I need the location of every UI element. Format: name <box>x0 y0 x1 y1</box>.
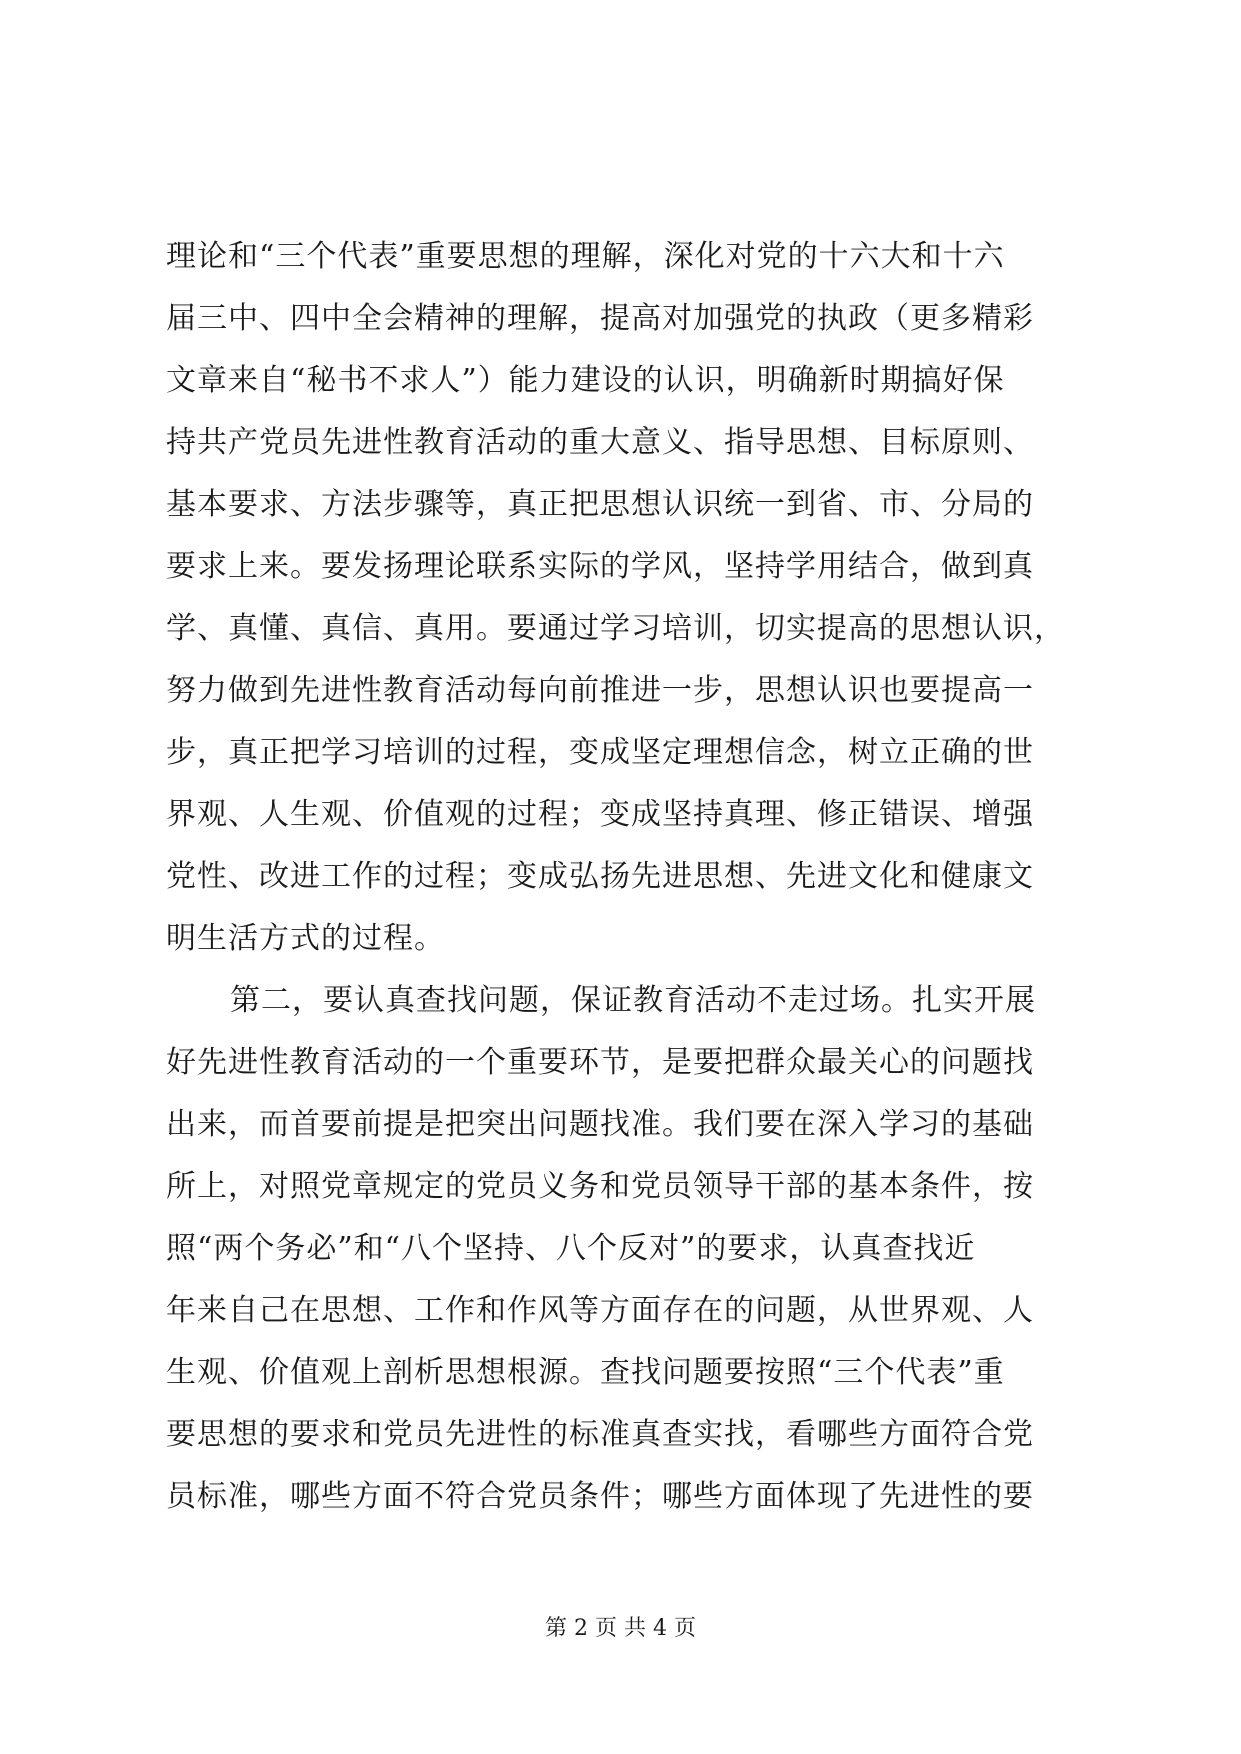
text-line: 明生活方式的过程。 <box>166 921 445 956</box>
text-line: 生观、价值观上剖析思想根源。查找问题要按照“三个代表”重 <box>166 1355 1005 1390</box>
text-line: 步，真正把学习培训的过程，变成坚定理想信念，树立正确的世 <box>166 735 1034 770</box>
text-line: 年来自己在思想、工作和作风等方面存在的问题，从世界观、人 <box>166 1293 1034 1328</box>
page-footer: 第 2 页 共 4 页 <box>545 1616 696 1641</box>
text-line: 理论和“三个代表”重要思想的理解，深化对党的十六大和十六 <box>166 239 1005 274</box>
text-line: 员标准，哪些方面不符合党员条件；哪些方面体现了先进性的要 <box>166 1479 1034 1514</box>
text-line: 学、真懂、真信、真用。要通过学习培训，切实提高的思想认识， <box>166 611 1065 646</box>
text-line: 好先进性教育活动的一个重要环节，是要把群众最关心的问题找 <box>166 1045 1034 1080</box>
text-line: 党性、改进工作的过程；变成弘扬先进思想、先进文化和健康文 <box>166 859 1034 894</box>
text-line: 文章来自“秘书不求人”）能力建设的认识，明确新时期搞好保 <box>166 363 1005 398</box>
text-line: 要思想的要求和党员先进性的标准真查实找，看哪些方面符合党 <box>166 1417 1034 1452</box>
text-line: 基本要求、方法步骤等，真正把思想认识统一到省、市、分局的 <box>166 487 1034 522</box>
text-line: 界观、人生观、价值观的过程；变成坚持真理、修正错误、增强 <box>166 797 1034 832</box>
text-line: 努力做到先进性教育活动每向前推进一步，思想认识也要提高一 <box>166 673 1034 708</box>
text-line: 所上，对照党章规定的党员义务和党员领导干部的基本条件，按 <box>166 1169 1034 1204</box>
text-line: 要求上来。要发扬理论联系实际的学风，坚持学用结合，做到真 <box>166 549 1034 584</box>
text-line: 届三中、四中全会精神的理解，提高对加强党的执政（更多精彩 <box>166 301 1034 336</box>
text-line: 持共产党员先进性教育活动的重大意义、指导思想、目标原则、 <box>166 425 1034 460</box>
text-line: 照“两个务必”和“八个坚持、八个反对”的要求，认真查找近 <box>166 1231 976 1266</box>
body-text <box>166 226 1086 1528</box>
text-line: 第二，要认真查找问题，保证教育活动不走过场。扎实开展 <box>230 983 1036 1018</box>
text-line: 出来，而首要前提是把突出问题找准。我们要在深入学习的基础 <box>166 1107 1034 1142</box>
